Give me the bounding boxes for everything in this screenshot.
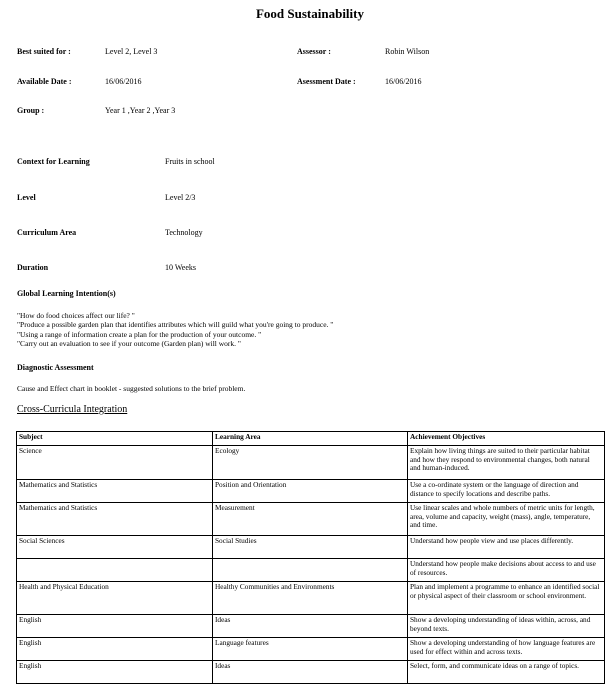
table-row — [17, 480, 605, 503]
objective-cell: Plan and implement a programme to enhance an identified social or physical aspect of their classroom or school environment. — [408, 582, 605, 615]
objective-cell: Explain how living things are suited to their particular habitat and how they respond to environmental changes, both natural and human-induced. — [408, 446, 605, 480]
table-row — [17, 638, 605, 661]
area-cell — [213, 559, 408, 582]
objective-cell: Show a developing understanding of how language features are used for effect within and across texts. — [408, 638, 605, 661]
curriculum-area-value: Technology — [165, 228, 203, 237]
group-value: Year 1 ,Year 2 ,Year 3 — [105, 106, 176, 115]
gli-list — [17, 311, 333, 348]
subject-cell: Mathematics and Statistics — [17, 503, 213, 536]
context-value: Fruits in school — [165, 157, 215, 166]
level-label: Level — [17, 193, 36, 202]
area-cell: Ecology — [213, 446, 408, 480]
group-label: Group : — [17, 106, 45, 115]
area-cell: Language features — [213, 638, 408, 661]
cross-curricula-table — [16, 431, 605, 684]
subject-cell: Social Sciences — [17, 536, 213, 559]
subject-cell: English — [17, 615, 213, 638]
column-header-achievement-objectives: Achievement Objectives — [408, 432, 605, 446]
diagnostic-heading: Diagnostic Assessment — [17, 363, 94, 372]
curriculum-area-label: Curriculum Area — [17, 228, 77, 237]
cross-curricula-heading: Cross-Curricula Integration — [17, 404, 128, 415]
gli-line: "Produce a possible garden plan that identifies attributes which will guild what you're going to produce. " — [17, 320, 334, 330]
gli-line: "Carry out an evaluation to see if your outcome (Garden plan) will work. " — [17, 338, 241, 348]
best-suited-label: Best suited for : — [17, 47, 71, 56]
table-row — [17, 559, 605, 582]
objective-cell: Show a developing understanding of ideas within, across, and beyond texts. — [408, 615, 605, 638]
diagnostic-text: Cause and Effect chart in booklet - suggested solutions to the brief problem. — [17, 384, 246, 393]
subject-cell: Health and Physical Education — [17, 582, 213, 615]
area-cell: Position and Orientation — [213, 480, 408, 503]
available-date-value: 16/06/2016 — [105, 77, 142, 86]
gli-line: "Using a range of information create a plan for the production of your outcome. " — [17, 329, 262, 339]
subject-cell: English — [17, 638, 213, 661]
area-cell: Social Studies — [213, 536, 408, 559]
column-header-subject: Subject — [17, 432, 213, 446]
column-header-learning-area: Learning Area — [213, 432, 408, 446]
table-row — [17, 503, 605, 536]
area-cell: Ideas — [213, 615, 408, 638]
table-row — [17, 446, 605, 480]
objective-cell: Use linear scales and whole numbers of metric units for length, area, volume and capacity, weight (mass), angle, temperature, and time. — [408, 503, 605, 536]
objective-cell: Understand how people view and use places differently. — [408, 536, 605, 559]
page-title: Food Sustainability — [255, 6, 364, 21]
table-header-row — [17, 432, 605, 446]
duration-value: 10 Weeks — [165, 263, 196, 272]
context-label: Context for Learning — [17, 157, 90, 166]
available-date-label: Available Date : — [17, 77, 72, 86]
objective-cell: Understand how people make decisions about access to and use of resources. — [408, 559, 605, 582]
objective-cell: Use a co-ordinate system or the language of direction and distance to specify locations and describe paths. — [408, 480, 605, 503]
gli-line: "How do food choices affect our life? " — [17, 311, 135, 320]
table-row — [17, 582, 605, 615]
gli-heading: Global Learning Intention(s) — [17, 289, 116, 298]
duration-label: Duration — [17, 263, 49, 272]
area-cell: Measurement — [213, 503, 408, 536]
table-row — [17, 615, 605, 638]
table-row — [17, 661, 605, 684]
objective-cell: Select, form, and communicate ideas on a range of topics. — [408, 661, 605, 684]
area-cell: Healthy Communities and Environments — [213, 582, 408, 615]
level-value: Level 2/3 — [165, 193, 196, 202]
table-row — [17, 536, 605, 559]
best-suited-value: Level 2, Level 3 — [105, 47, 158, 56]
subject-cell: Mathematics and Statistics — [17, 480, 213, 503]
subject-cell — [17, 559, 213, 582]
assessment-date-value: 16/06/2016 — [385, 77, 422, 86]
assessor-label: Assessor : — [297, 47, 331, 56]
subject-cell: English — [17, 661, 213, 684]
assessor-value: Robin Wilson — [385, 47, 430, 56]
subject-cell: Science — [17, 446, 213, 480]
area-cell: Ideas — [213, 661, 408, 684]
assessment-date-label: Asessment Date : — [297, 77, 356, 86]
